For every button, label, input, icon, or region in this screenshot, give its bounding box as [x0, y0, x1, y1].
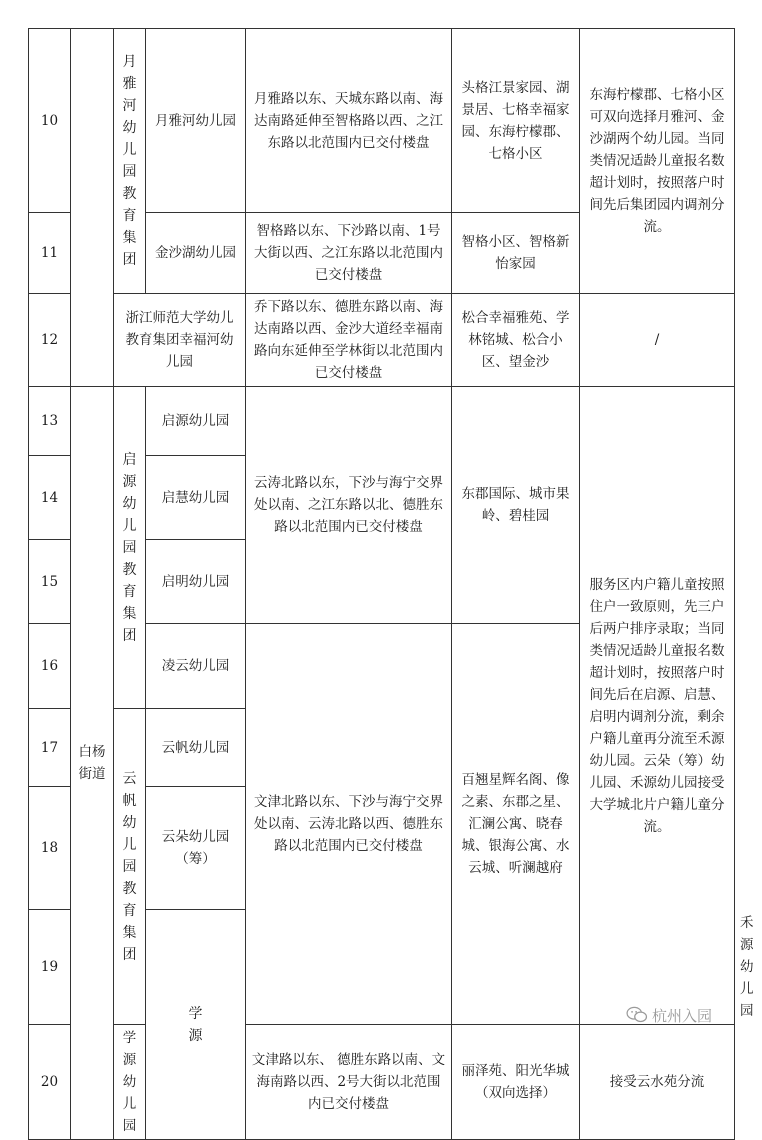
row-number: 10	[29, 29, 71, 213]
row-number: 11	[29, 213, 71, 294]
service-area: 文津路以东、 德胜东路以南、文海南路以西、2号大街以北范围内已交付楼盘	[246, 1025, 452, 1140]
group-cell: 学源	[146, 910, 246, 1140]
kindergarten-name: 凌云幼儿园	[146, 624, 246, 709]
table-row	[29, 294, 735, 387]
notes-cell: 东海柠檬郡、七格小区可双向选择月雅河、金沙湖两个幼儿园。当同类情况适龄儿童报名数超计划时，按照落户时间先后集团园内调剂分流。	[580, 29, 735, 294]
row-number: 16	[29, 624, 71, 709]
kindergarten-name: 启源幼儿园	[146, 387, 246, 456]
street-cell-blank	[71, 29, 114, 387]
row-number: 18	[29, 787, 71, 910]
row-number: 17	[29, 709, 71, 787]
notes-cell: /	[580, 294, 735, 387]
communities: 百翘星辉名阁、像之素、东郡之星、汇澜公寓、晓春城、银海公寓、水云城、听澜越府	[452, 624, 580, 1025]
notes-cell: 接受云水苑分流	[580, 1025, 735, 1140]
communities: 丽泽苑、阳光华城（双向选择）	[452, 1025, 580, 1140]
table-row	[29, 387, 735, 456]
group-cell: 启源幼儿园教育集团	[114, 387, 146, 709]
communities: 头格江景家园、湖景居、七格幸福家园、东海柠檬郡、七格小区	[452, 29, 580, 213]
kindergarten-name: 学源幼儿园	[114, 1025, 146, 1140]
kindergarten-name: 启慧幼儿园	[146, 456, 246, 540]
row-number: 19	[29, 910, 71, 1025]
kindergarten-name: 云帆幼儿园	[146, 709, 246, 787]
table-row	[29, 29, 735, 213]
watermark-text: 杭州入园	[652, 1006, 713, 1025]
row-number: 12	[29, 294, 71, 387]
kindergarten-name: 启明幼儿园	[146, 540, 246, 624]
kindergarten-name: 浙江师范大学幼儿教育集团幸福河幼儿园	[114, 294, 246, 387]
service-area: 文津北路以东、下沙与海宁交界处以南、云涛北路以西、德胜东路以北范围内已交付楼盘	[246, 624, 452, 1025]
street-cell: 白杨街道	[71, 387, 114, 1140]
group-cell: 月雅河幼儿园教育集团	[114, 29, 146, 294]
wechat-icon	[626, 1006, 648, 1024]
row-number: 13	[29, 387, 71, 456]
service-area: 乔下路以东、德胜东路以南、海达南路以西、金沙大道经幸福南路向东延伸至学林街以北范围内已交付楼盘	[246, 294, 452, 387]
table-row	[29, 1025, 735, 1140]
kindergarten-name: 月雅河幼儿园	[146, 29, 246, 213]
enrollment-table	[28, 28, 754, 1140]
service-area: 月雅路以东、天城东路以南、海达南路延伸至智格路以西、之江东路以北范围内已交付楼盘	[246, 29, 452, 213]
service-area: 智格路以东、下沙路以南、1号大街以西、之江东路以北范围内已交付楼盘	[246, 213, 452, 294]
row-number: 20	[29, 1025, 71, 1140]
table-row: 19 学源 禾源幼儿园	[29, 910, 735, 1025]
group-cell: 云帆幼儿园教育集团	[114, 709, 146, 1025]
row-number: 15	[29, 540, 71, 624]
communities: 东郡国际、城市果岭、碧桂园	[452, 387, 580, 624]
communities: 松合幸福雅苑、学林铭城、松合小区、望金沙	[452, 294, 580, 387]
watermark	[626, 1003, 736, 1027]
notes-cell: 服务区内户籍儿童按照住户一致原则，先三户后两户排序录取；当同类情况适龄儿童报名数超计划时，按照落户时间先后在启源、启慧、启明内调剂分流，剩余户籍儿童再分流至禾源幼儿园。云朵（筹）幼儿园、禾源幼儿园接受大学城北片户籍儿童分流。	[580, 387, 735, 1025]
communities: 智格小区、智格新怡家园	[452, 213, 580, 294]
service-area: 云涛北路以东，下沙与海宁交界处以南、之江东路以北、德胜东路以北范围内已交付楼盘	[246, 387, 452, 624]
kindergarten-name: 金沙湖幼儿园	[146, 213, 246, 294]
kindergarten-name: 云朵幼儿园（筹）	[146, 787, 246, 910]
row-number: 14	[29, 456, 71, 540]
